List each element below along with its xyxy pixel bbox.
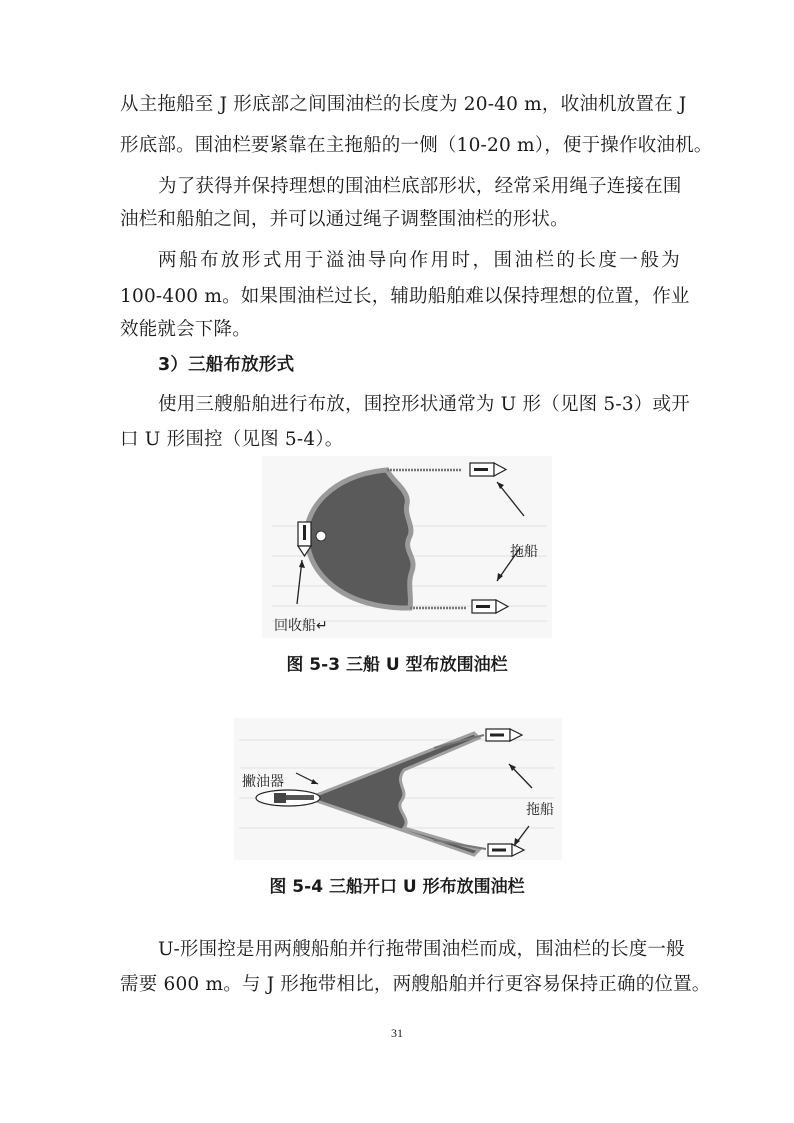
figure-5-4-open-u-boom-diagram <box>234 718 562 860</box>
svg-text:回收船↵: 回收船↵ <box>274 618 328 634</box>
paragraph-line: 使用三艘船舶进行布放，围控形状通常为 U 形（见图 5-3）或开 <box>158 394 690 415</box>
paragraph-line: 为了获得并保持理想的围油栏底部形状，经常采用绳子连接在围 <box>158 176 682 197</box>
svg-text:拖船: 拖船 <box>510 544 538 560</box>
skimmer-icon <box>256 790 320 806</box>
page-number: 31 <box>391 1026 403 1040</box>
paragraph-line: 从主拖船至 J 形底部之间围油栏的长度为 20-40 m，收油机放置在 J <box>120 94 687 115</box>
open-u-boom-illustration <box>234 718 562 860</box>
paragraph-line: 100-400 m。如果围油栏过长，辅助船舶难以保持理想的位置，作业 <box>120 286 690 307</box>
section-heading: 3）三船布放形式 <box>158 355 295 375</box>
svg-text:撇油器: 撇油器 <box>242 774 284 790</box>
u-boom-illustration <box>262 456 552 638</box>
figure-5-3-u-boom-diagram <box>262 456 552 638</box>
svg-text:拖船: 拖船 <box>526 802 554 818</box>
paragraph-line: U-形围控是用两艘船舶并行拖带围油栏而成，围油栏的长度一般 <box>158 939 685 960</box>
paragraph-line: 形底部。围油栏要紧靠在主拖船的一侧（10-20 m），便于操作收油机。 <box>120 135 713 156</box>
paragraph-line: 两船布放形式用于溢油导向作用时，围油栏的长度一般为 <box>158 250 680 271</box>
paragraph-line: 效能就会下降。 <box>120 319 251 340</box>
paragraph-line: 油栏和船舶之间，并可以通过绳子调整围油栏的形状。 <box>120 209 569 230</box>
paragraph-line: 口 U 形围控（见图 5-4）。 <box>120 429 344 450</box>
paragraph-line: 需要 600 m。与 J 形拖带相比，两艘船舶并行更容易保持正确的位置。 <box>120 974 711 995</box>
figure-caption: 图 5-4 三船开口 U 形布放围油栏 <box>269 877 525 897</box>
figure-caption: 图 5-3 三船 U 型布放围油栏 <box>286 655 508 675</box>
